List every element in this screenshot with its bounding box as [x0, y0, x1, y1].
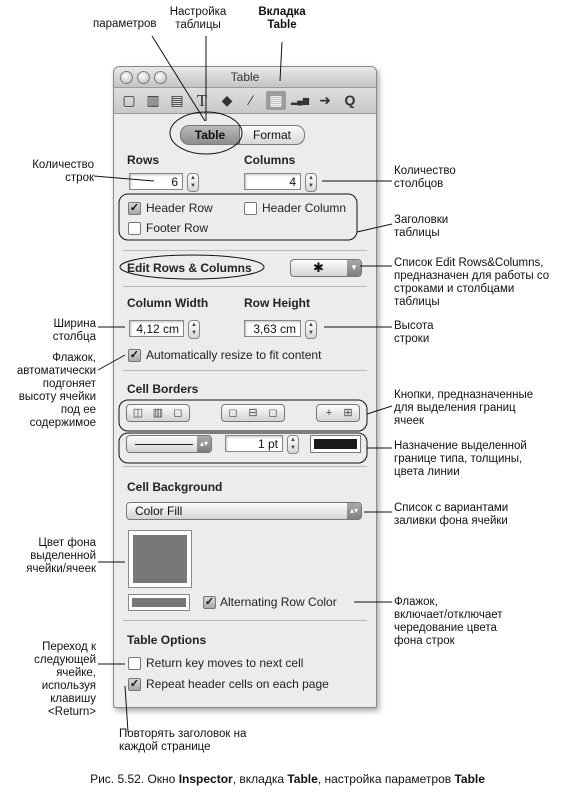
- note-edit-list-1: Список Edit Rows&Columns,: [394, 257, 544, 269]
- border-all-icon: ⊞: [343, 407, 353, 419]
- chart-icon[interactable]: ▂▄▆: [291, 96, 309, 105]
- chevron-updown-icon: ▴▾: [347, 503, 361, 519]
- note-fill-list-1: Список с вариантами: [394, 502, 509, 514]
- note-fill-list: [394, 502, 564, 528]
- caption-mid1: , вкладка: [232, 772, 285, 786]
- text-icon[interactable]: T: [196, 91, 208, 110]
- table-icon[interactable]: ▦: [266, 91, 286, 110]
- stroke-width-stepper[interactable]: ▲ ▼: [287, 435, 299, 454]
- fill-type-value: Color Fill: [135, 504, 183, 518]
- note-alt-3: чередование цвета: [394, 622, 497, 634]
- note-auto-1: Флажок,: [52, 352, 96, 364]
- row-height-label: Row Height: [244, 296, 310, 310]
- note-col-count-1: Количество: [394, 165, 456, 177]
- stroke-color-well[interactable]: [310, 435, 361, 453]
- note-cell-color: [4, 537, 96, 576]
- note-headers-2: таблицы: [394, 227, 440, 239]
- header-row-checkbox[interactable]: ✓: [129, 202, 140, 214]
- columns-label: Columns: [244, 153, 296, 167]
- note-cell-color-1: Цвет фона: [38, 537, 96, 549]
- inspector-toolbar: [114, 88, 376, 114]
- row-height-field[interactable]: 3,63 cm: [244, 320, 301, 337]
- note-next-3: ячейке,: [56, 667, 96, 679]
- note-row-height-1: Высота: [394, 320, 434, 332]
- note-auto: [4, 352, 96, 430]
- note-next-2: следующей: [34, 654, 96, 666]
- line-style-menu[interactable]: [126, 435, 212, 453]
- note-col-width-2: столбца: [52, 331, 96, 343]
- note-alt-4: фона строк: [394, 635, 455, 647]
- border-right-icon: ◻: [173, 407, 183, 419]
- note-edit-list-4: таблицы: [394, 296, 440, 308]
- chevron-down-icon: ▼: [347, 260, 361, 276]
- note-col-count-2: столбцов: [394, 178, 444, 190]
- note-col-width-1: Ширина: [53, 318, 96, 330]
- column-width-label: Column Width: [127, 296, 209, 310]
- note-cell-color-2: выделенной: [30, 550, 96, 562]
- column-width-stepper[interactable]: ▲ ▼: [188, 320, 200, 339]
- note-row-count: [10, 159, 94, 185]
- edit-rows-columns-menu[interactable]: [290, 259, 362, 277]
- return-key-checkbox[interactable]: [128, 657, 141, 670]
- outer-borders-buttons[interactable]: [126, 404, 190, 422]
- stroke-width-field[interactable]: 1 pt: [225, 435, 283, 452]
- auto-resize-checkbox[interactable]: ✓: [129, 349, 140, 361]
- note-fill-list-2: заливки фона ячейки: [394, 515, 508, 527]
- note-table-tab-1: Вкладка: [258, 6, 306, 18]
- table-options-label: Table Options: [127, 633, 207, 647]
- note-borders-1: Кнопки, предназначенные: [394, 389, 534, 401]
- note-next-1: Переход к: [42, 641, 96, 653]
- cell-borders-label: Cell Borders: [127, 382, 199, 396]
- title-bar[interactable]: [114, 67, 376, 88]
- ruler-icon[interactable]: ⁄: [249, 92, 253, 108]
- caption-inspector: Inspector: [178, 772, 233, 786]
- alternating-row-label: Alternating Row Color: [220, 595, 337, 609]
- header-column-label: Header Column: [262, 201, 347, 215]
- all-borders-buttons[interactable]: [316, 404, 360, 422]
- note-next-4: используя: [41, 680, 96, 692]
- note-next-5: клавишу: [50, 693, 96, 705]
- note-col-width: [30, 318, 96, 344]
- divider: [123, 466, 367, 467]
- edit-rows-columns-label: Edit Rows & Columns: [127, 261, 252, 275]
- stroke-color-swatch: [314, 439, 357, 449]
- cell-fill-swatch: [133, 535, 187, 583]
- repeat-header-checkbox[interactable]: ✓: [129, 678, 140, 690]
- note-table-settings-text: Настройка таблицы: [169, 6, 227, 31]
- cell-background-label: Cell Background: [127, 480, 223, 494]
- caption-table1: Table: [287, 772, 318, 786]
- document-icon[interactable]: ▢: [122, 92, 136, 108]
- header-column-checkbox[interactable]: [244, 202, 257, 215]
- horizontal-borders-buttons[interactable]: [221, 404, 285, 422]
- footer-row-label: Footer Row: [146, 221, 209, 235]
- note-line-1: Назначение выделенной: [394, 440, 527, 452]
- column-width-field[interactable]: 4,12 cm: [129, 320, 184, 337]
- note-headers-1: Заголовки: [394, 214, 449, 226]
- border-top-icon: ◻: [228, 407, 238, 419]
- tab-format[interactable]: Format: [239, 125, 305, 145]
- note-alt-1: Флажок,: [394, 596, 438, 608]
- figure-caption: [0, 772, 575, 786]
- gear-icon: ✱: [313, 260, 324, 275]
- divider: [123, 286, 367, 287]
- header-row-label: Header Row: [146, 201, 213, 215]
- rows-stepper[interactable]: ▲ ▼: [187, 173, 199, 192]
- layout-icon[interactable]: ▥: [146, 92, 160, 108]
- alternating-color-well[interactable]: [128, 594, 190, 611]
- note-alternating: [394, 596, 564, 648]
- columns-field[interactable]: 4: [244, 173, 301, 190]
- note-line-3: цвета линии: [394, 466, 460, 478]
- caption-table2: Table: [454, 772, 485, 786]
- return-key-label: Return key moves to next cell: [146, 656, 304, 670]
- note-row-height: [394, 320, 464, 346]
- border-left-icon: ◫: [132, 407, 144, 419]
- fill-type-menu[interactable]: [126, 502, 362, 520]
- repeat-header-label: Repeat header cells on each page: [146, 677, 329, 691]
- row-height-stepper[interactable]: ▲ ▼: [305, 320, 317, 339]
- quicktime-icon[interactable]: Q: [344, 92, 356, 108]
- rows-label: Rows: [127, 153, 160, 167]
- footer-row-checkbox[interactable]: [128, 222, 141, 235]
- note-borders-2: для выделения границ: [394, 402, 516, 414]
- note-repeat: [119, 728, 289, 754]
- cell-fill-color-well[interactable]: [128, 530, 192, 588]
- shapes-icon[interactable]: ◆: [221, 92, 233, 108]
- note-auto-2: автоматически: [16, 365, 96, 377]
- note-row-count-2: строк: [65, 172, 94, 184]
- note-next-cell: [4, 641, 96, 719]
- caption-mid2: , настройка параметров: [317, 772, 452, 786]
- note-edit-list-3: строками и столбцами: [394, 283, 515, 295]
- note-cell-color-3: ячейки/ячеек: [26, 563, 96, 575]
- note-repeat-1: Повторять заголовок на: [119, 728, 247, 740]
- border-middle-icon: ⊟: [248, 407, 258, 419]
- note-row-height-2: строки: [394, 333, 430, 345]
- note-params: параметров: [93, 18, 157, 30]
- chevron-updown-icon: ▴▾: [197, 436, 211, 452]
- divider: [123, 620, 367, 621]
- note-auto-6: содержимое: [29, 417, 96, 429]
- inspector-window: [113, 66, 377, 708]
- tab-table[interactable]: Table: [180, 125, 240, 145]
- border-vertical-icon: ▥: [152, 407, 164, 419]
- note-auto-5: под ее: [60, 404, 96, 416]
- note-table-settings: [156, 6, 240, 32]
- divider: [123, 370, 367, 371]
- note-table-tab-2: Table: [267, 19, 297, 31]
- divider: [123, 250, 367, 251]
- note-borders: [394, 389, 564, 428]
- note-table-tab: [252, 6, 312, 32]
- rows-field[interactable]: 6: [129, 173, 183, 190]
- columns-stepper[interactable]: ▲ ▼: [305, 173, 317, 192]
- note-next-6: <Return>: [48, 706, 96, 718]
- alternating-color-swatch: [132, 598, 186, 607]
- caption-prefix: Рис. 5.52. Окно: [90, 772, 176, 786]
- note-line-2: границе типа, толщины,: [394, 453, 523, 465]
- window-title: Table: [230, 70, 260, 84]
- section-icon[interactable]: ▤: [170, 92, 184, 108]
- note-auto-4: высоту ячейки: [18, 391, 96, 403]
- alternating-row-checkbox[interactable]: ✓: [204, 596, 215, 608]
- note-edit-list: [394, 257, 572, 309]
- note-row-count-1: Количество: [32, 159, 94, 171]
- note-headers: [394, 214, 474, 240]
- border-bottom-icon: ◻: [268, 407, 278, 419]
- link-icon[interactable]: ➜: [319, 92, 331, 108]
- note-auto-3: подгоняет: [42, 378, 96, 390]
- note-line: [394, 440, 570, 479]
- note-alt-2: включает/отключает: [394, 609, 503, 621]
- note-edit-list-2: предназначен для работы со: [394, 270, 550, 282]
- auto-resize-label: Automatically resize to fit content: [146, 348, 322, 362]
- line-style-preview: [135, 444, 193, 445]
- note-borders-3: ячеек: [394, 415, 425, 427]
- note-col-count: [394, 165, 484, 191]
- note-repeat-2: каждой странице: [119, 741, 211, 753]
- border-inner-icon: +: [325, 407, 333, 419]
